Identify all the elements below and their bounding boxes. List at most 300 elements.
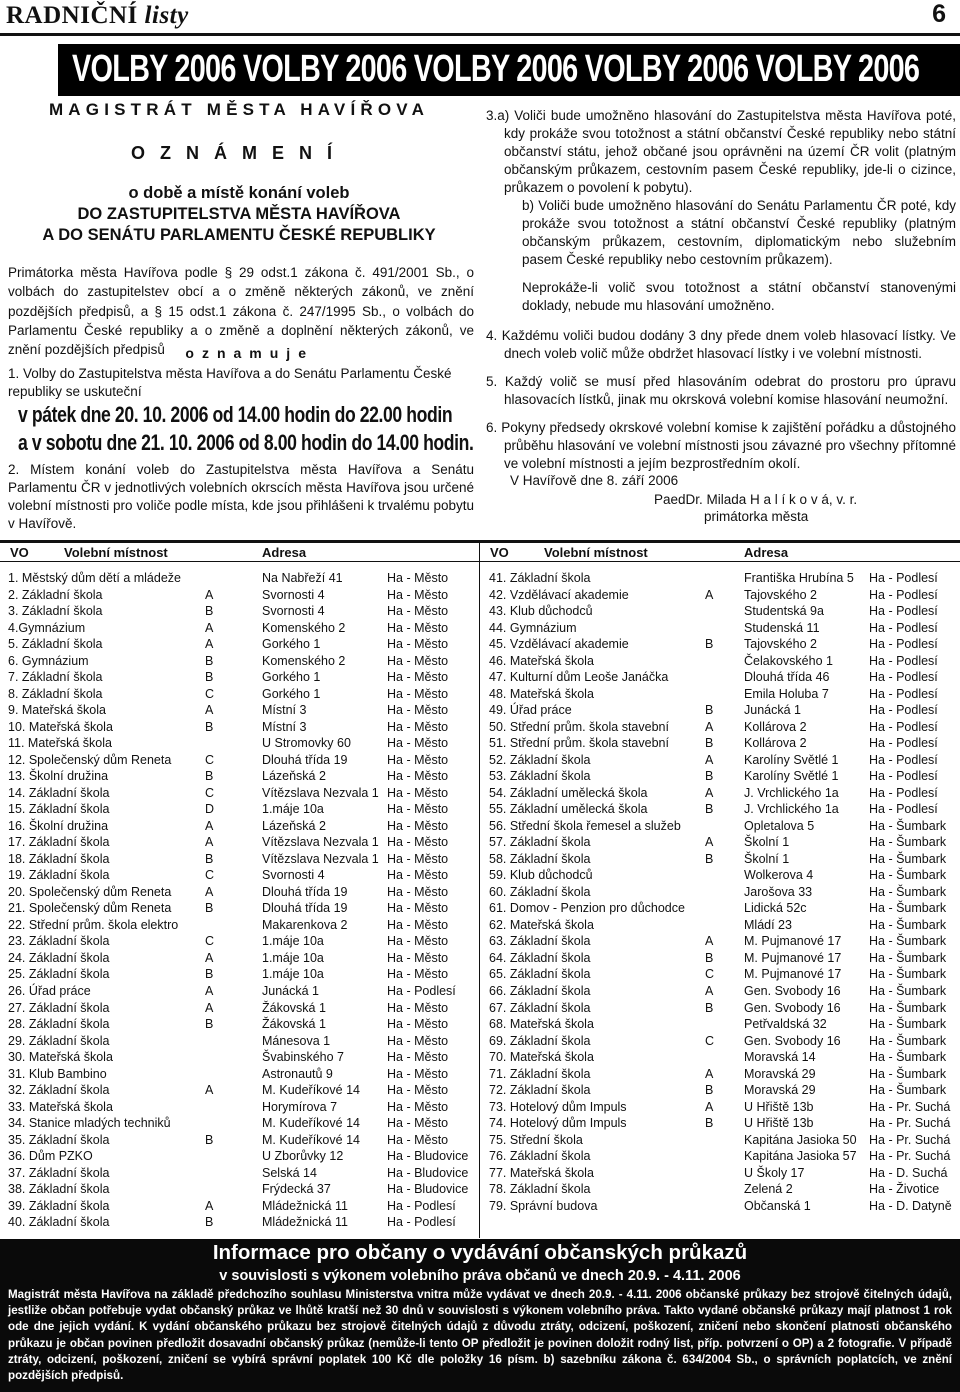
station-name: 20. Společenský dům Reneta xyxy=(8,884,172,899)
station-name: 11. Mateřská škola xyxy=(8,736,112,751)
station-section: A xyxy=(705,1099,714,1114)
table-row xyxy=(0,951,960,968)
station-district: Ha - Šumbark xyxy=(869,868,947,883)
station-district: Ha - Pr. Suchá xyxy=(869,1099,951,1114)
station-district: Ha - Město xyxy=(387,868,449,883)
station-district: Ha - Město xyxy=(387,587,449,602)
station-district: Ha - Podlesí xyxy=(869,686,938,701)
table-row xyxy=(0,720,960,737)
station-district: Ha - Město xyxy=(387,620,449,635)
station-district: Ha - Šumbark xyxy=(869,1050,947,1065)
station-name: 40. Základní škola xyxy=(8,1215,110,1230)
station-name: 55. Základní umělecká škola xyxy=(489,802,648,817)
table-row xyxy=(0,852,960,869)
table-header-vo-left: VO xyxy=(10,545,29,560)
station-name: 64. Základní škola xyxy=(489,950,591,965)
station-street: Dlouhá třída 19 xyxy=(262,901,348,916)
station-district: Ha - Šumbark xyxy=(869,917,947,932)
station-street: U Zborůvky 12 xyxy=(262,1149,344,1164)
station-district: Ha - Město xyxy=(387,785,449,800)
station-street: Místní 3 xyxy=(262,703,307,718)
station-name: 36. Dům PZKO xyxy=(8,1149,93,1164)
station-street: Lázeňská 2 xyxy=(262,818,326,833)
station-street: Školní 1 xyxy=(744,835,790,850)
station-name: 2. Základní škola xyxy=(8,587,103,602)
station-district: Ha - Šumbark xyxy=(869,835,947,850)
table-row xyxy=(0,1215,960,1232)
table-row xyxy=(0,654,960,671)
headline-line-1: o době a místě konání voleb xyxy=(128,184,350,202)
election-date-friday: v pátek dne 20. 10. 2006 od 14.00 hodin do 22.00 hodin xyxy=(18,402,453,427)
station-section: A xyxy=(705,752,714,767)
table-row xyxy=(0,802,960,819)
station-name: 12. Společenský dům Reneta xyxy=(8,752,172,767)
station-district: Ha - Podlesí xyxy=(869,736,938,751)
station-district: Ha - Město xyxy=(387,1000,449,1015)
station-name: 44. Gymnázium xyxy=(489,620,577,635)
station-name: 29. Základní škola xyxy=(8,1033,110,1048)
station-street: J. Vrchlického 1a xyxy=(744,785,839,800)
table-row xyxy=(0,687,960,704)
station-street: M. Pujmanové 17 xyxy=(744,950,842,965)
station-district: Ha - Podlesí xyxy=(869,587,938,602)
notice-point-1: 1. Volby do Zastupitelstva města Havířova a do Senátu Parlamentu České republiky se uskuteční xyxy=(8,366,452,399)
table-header-vo-right: VO xyxy=(490,545,509,560)
station-section: D xyxy=(205,802,215,817)
table-header-place-left: Volební místnost xyxy=(64,545,168,560)
station-district: Ha - Město xyxy=(387,670,449,685)
station-name: 56. Střední škola řemesel a služeb xyxy=(489,818,681,833)
station-name: 47. Kulturní dům Leoše Janáčka xyxy=(489,670,669,685)
station-section: B xyxy=(705,736,714,751)
notice-point-3c: Neprokáže-li volič svou totožnost a státní občanství stanovenými doklady, nebude mu hlasování umožněno. xyxy=(522,280,956,313)
station-name: 76. Základní škola xyxy=(489,1149,591,1164)
authority-name: MAGISTRÁT MĚSTA HAVÍŘOVA xyxy=(48,100,430,119)
newspaper-masthead xyxy=(6,2,189,30)
station-section: A xyxy=(705,984,714,998)
station-district: Ha - Šumbark xyxy=(869,1083,947,1098)
station-name: 23. Základní škola xyxy=(8,934,110,949)
station-street: M. Kudeříkové 14 xyxy=(262,1116,360,1131)
notice-point-5: 5. Každý volič se musí před hlasováním odebrat do prostoru pro úpravu hlasovacích lístků, jinak mu okrsková volební komise hlasování neumožní. xyxy=(486,374,956,407)
table-row xyxy=(0,1017,960,1034)
station-street: Vítězslava Nezvala 1 xyxy=(262,785,379,800)
station-name: 77. Mateřská škola xyxy=(489,1165,594,1180)
table-row xyxy=(0,885,960,902)
station-district: Ha - Město xyxy=(387,1017,449,1032)
station-street: Františka Hrubína 5 xyxy=(744,571,854,585)
station-name: 26. Úřad práce xyxy=(8,984,91,998)
station-name: 1. Městský dům dětí a mládeže xyxy=(8,571,181,585)
station-district: Ha - Město xyxy=(387,967,449,982)
station-section: A xyxy=(205,1083,214,1098)
table-header-rule xyxy=(0,561,960,562)
station-street: M. Kudeříkové 14 xyxy=(262,1083,360,1098)
station-name: 33. Mateřská škola xyxy=(8,1099,113,1114)
station-name: 9. Mateřská škola xyxy=(8,703,106,718)
station-name: 79. Správní budova xyxy=(489,1198,598,1213)
station-street: Jarošova 33 xyxy=(744,884,813,899)
station-street: Místní 3 xyxy=(262,719,307,734)
station-street: Čelakovského 1 xyxy=(744,653,833,668)
station-district: Ha - Pr. Suchá xyxy=(869,1149,951,1164)
station-street: Tajovského 2 xyxy=(744,587,817,602)
station-district: Ha - Šumbark xyxy=(869,967,947,982)
table-row xyxy=(0,786,960,803)
station-street: Mládežnická 11 xyxy=(262,1198,348,1213)
station-street: Švabinského 7 xyxy=(262,1050,345,1065)
station-district: Ha - Město xyxy=(387,884,449,899)
notice-point-4: 4. Každému voliči budou dodány 3 dny přede dnem voleb hlasovací lístky. Ve dnech voleb volič může obdržet hlasovací lístky i ve volební místnosti. xyxy=(486,328,956,361)
station-district: Ha - Město xyxy=(387,835,449,850)
station-section: A xyxy=(705,719,714,734)
table-row xyxy=(0,753,960,770)
table-header-place-right: Volební místnost xyxy=(544,545,648,560)
station-street: Lázeňská 2 xyxy=(262,769,326,784)
station-street: Dlouhá třída 19 xyxy=(262,884,348,899)
station-street: Vítězslava Nezvala 1 xyxy=(262,851,379,866)
station-name: 71. Základní škola xyxy=(489,1066,591,1081)
station-street: Gorkého 1 xyxy=(262,637,321,652)
station-street: Svornosti 4 xyxy=(262,868,325,883)
station-name: 46. Mateřská škola xyxy=(489,653,594,668)
station-district: Ha - Bludovice xyxy=(387,1182,469,1197)
station-district: Ha - Pr. Suchá xyxy=(869,1132,951,1147)
station-name: 32. Základní škola xyxy=(8,1083,110,1098)
station-name: 61. Domov - Penzion pro důchodce xyxy=(489,901,685,916)
table-row xyxy=(0,621,960,638)
table-row xyxy=(0,637,960,654)
headline-line-2: DO ZASTUPITELSTVA MĚSTA HAVÍŘOVA xyxy=(77,205,401,223)
station-street: Kapitána Jasioka 57 xyxy=(744,1149,857,1164)
station-street: Komenského 2 xyxy=(262,653,346,668)
station-street: Karolíny Světlé 1 xyxy=(744,769,839,784)
table-row xyxy=(0,967,960,984)
table-row xyxy=(0,984,960,1001)
notice-title: OZNÁMENÍ xyxy=(131,143,347,163)
station-name: 25. Základní škola xyxy=(8,967,110,982)
station-name: 54. Základní umělecká škola xyxy=(489,785,648,800)
station-section: B xyxy=(705,637,714,652)
station-street: Kollárova 2 xyxy=(744,736,807,751)
station-street: Dlouhá třída 46 xyxy=(744,670,830,685)
station-district: Ha - Město xyxy=(387,752,449,767)
station-name: 6. Gymnázium xyxy=(8,653,89,668)
station-name: 21. Společenský dům Reneta xyxy=(8,901,172,916)
station-section: A xyxy=(705,934,714,949)
station-district: Ha - Město xyxy=(387,950,449,965)
notice-point-2: 2. Místem konání voleb do Zastupitelstva města Havířova a Senátu Parlamentu ČR v jednotlivých volebních okrscích města Havířova jsou určené volební místnosti pro voliče podle místa, kde jsou přihlášeni k trvalému pobytu v Havířově. xyxy=(8,462,474,531)
station-section: A xyxy=(205,587,214,602)
signature-title: primátorka města xyxy=(704,509,809,524)
station-name: 62. Mateřská škola xyxy=(489,917,594,932)
station-section: A xyxy=(705,1066,714,1081)
table-row xyxy=(0,1100,960,1117)
table-header-address-left: Adresa xyxy=(262,545,307,560)
station-street: Občanská 1 xyxy=(744,1198,811,1213)
station-district: Ha - Bludovice xyxy=(387,1165,469,1180)
station-district: Ha - Město xyxy=(387,901,449,916)
station-name: 22. Střední prům. škola elektro xyxy=(8,917,179,932)
table-row xyxy=(0,703,960,720)
station-name: 31. Klub Bambino xyxy=(8,1066,107,1081)
station-district: Ha - Město xyxy=(387,1116,449,1131)
station-street: U Hřiště 13b xyxy=(744,1116,814,1131)
station-district: Ha - Město xyxy=(387,571,449,585)
station-section: B xyxy=(205,1132,214,1147)
table-row xyxy=(0,604,960,621)
station-street: U Stromovky 60 xyxy=(262,736,351,751)
station-name: 75. Střední škola xyxy=(489,1132,583,1147)
station-street: J. Vrchlického 1a xyxy=(744,802,839,817)
announces-label: oznamuje xyxy=(185,345,314,361)
station-district: Ha - Město xyxy=(387,637,449,652)
station-name: 37. Základní škola xyxy=(8,1165,110,1180)
table-row xyxy=(0,868,960,885)
station-section: B xyxy=(205,653,214,668)
station-district: Ha - Podlesí xyxy=(869,653,938,668)
station-section: C xyxy=(705,1033,715,1048)
station-section: A xyxy=(205,620,214,635)
notice-headline xyxy=(0,183,478,246)
table-row xyxy=(0,918,960,935)
notice-point-6: 6. Pokyny předsedy okrskové volební komise k zajištění pořádku a důstojného průběhu hlasování ve volební místnosti jsou závazné pro všechny přítomné ve volební místnosti a jejím bezprostředním okolí. xyxy=(486,420,956,471)
info-body: Magistrát města Havířova na základě předchozího souhlasu Ministerstva vnitra může vydávat ve dnech 20.9. - 4.11. 2006 občanské průkazy bez strojově čitelných údajů, jestliže občan potřebuje vydat občanský průkaz ve lhůtě kratší než 30 dnů v souvislosti s výkonem volebního práva. Takto vydané občanské průkazy mají platnost 1 rok ode dne jejich vydání. K vydání občanského průkazu bez strojově čitelných údajů z důvodu ztráty, odcizení, poškození, zničení nebo skončení platnosti občanského průkazu je občan povinen předložit dosavadní občanský průkaz (nemůže-li tento OP předložit je povinen doložit rodný list, příp. potvrzení o OP) a 2 fotografie. V případě ztráty, odcizení, poškození, zničení se vybírá správní poplatek 100 Kč dle položky 16 písm. b) sazebníku zákona č. 634/2004 Sb., o správních poplatcích, ve znění pozdějších předpisů. xyxy=(8,1288,952,1383)
station-street: 1.máje 10a xyxy=(262,934,324,949)
station-name: 59. Klub důchodců xyxy=(489,868,593,883)
station-street: Wolkerova 4 xyxy=(744,868,814,883)
station-name: 8. Základní škola xyxy=(8,686,103,701)
station-name: 27. Základní škola xyxy=(8,1000,110,1015)
station-street: Lidická 52c xyxy=(744,901,807,916)
station-name: 24. Základní škola xyxy=(8,950,110,965)
station-name: 15. Základní škola xyxy=(8,802,110,817)
station-section: A xyxy=(705,785,714,800)
station-section: A xyxy=(205,703,214,718)
station-district: Ha - Podlesí xyxy=(387,1215,456,1230)
station-district: Ha - Město xyxy=(387,1132,449,1147)
station-name: 5. Základní škola xyxy=(8,637,103,652)
station-street: M. Kudeříkové 14 xyxy=(262,1132,360,1147)
station-name: 48. Mateřská škola xyxy=(489,686,594,701)
station-name: 45. Vzdělávací akademie xyxy=(489,637,629,652)
station-district: Ha - Podlesí xyxy=(869,670,938,685)
station-street: Žákovská 1 xyxy=(262,1017,326,1032)
station-district: Ha - Město xyxy=(387,769,449,784)
station-section: C xyxy=(705,967,715,982)
station-section: C xyxy=(205,868,215,883)
station-district: Ha - Město xyxy=(387,686,449,701)
info-subtitle: v souvislosti s výkonem volebního práva občanů ve dnech 20.9. - 4.11. 2006 xyxy=(219,1268,741,1284)
station-street: Junácká 1 xyxy=(262,984,319,998)
station-section: B xyxy=(705,703,714,718)
page-number: 6 xyxy=(932,0,946,28)
station-street: Mánesova 1 xyxy=(262,1033,331,1048)
notice-right-column xyxy=(486,107,956,473)
station-name: 7. Základní škola xyxy=(8,670,103,685)
elections-banner xyxy=(58,44,960,96)
station-street: Moravská 29 xyxy=(744,1083,816,1098)
station-name: 65. Základní škola xyxy=(489,967,591,982)
station-street: Školní 1 xyxy=(744,851,790,866)
station-name: 13. Školní družina xyxy=(8,769,109,784)
station-name: 30. Mateřská škola xyxy=(8,1050,113,1065)
table-row xyxy=(0,835,960,852)
station-district: Ha - Šumbark xyxy=(869,984,947,998)
table-header-address-right: Adresa xyxy=(744,545,789,560)
station-name: 67. Základní škola xyxy=(489,1000,591,1015)
station-name: 73. Hotelový dům Impuls xyxy=(489,1099,627,1114)
station-section: A xyxy=(205,637,214,652)
station-district: Ha - Šumbark xyxy=(869,1000,947,1015)
station-street: Horymírova 7 xyxy=(262,1099,338,1114)
station-section: B xyxy=(205,901,214,916)
station-district: Ha - Podlesí xyxy=(869,637,938,652)
station-street: Moravská 14 xyxy=(744,1050,816,1065)
station-section: B xyxy=(705,802,714,817)
table-row xyxy=(0,1067,960,1084)
station-district: Ha - Podlesí xyxy=(869,769,938,784)
station-street: Mládežnická 11 xyxy=(262,1215,348,1230)
station-name: 52. Základní škola xyxy=(489,752,591,767)
station-section: A xyxy=(205,1198,214,1213)
station-name: 19. Základní škola xyxy=(8,868,110,883)
notice-intro: Primátorka města Havířova podle § 29 odst.1 zákona č. 491/2001 Sb., o volbách do zastupitelstev obcí a o změně některých zákonů, ve znění pozdějších předpisů, a § 15 odst.1 zákona č. 247/1995 Sb., o volbách do Parlamentu České republiky a o změně a doplnění některých zákonů, ve znění pozdějších předpisů xyxy=(8,265,474,358)
station-section: B xyxy=(205,670,214,685)
station-name: 17. Základní škola xyxy=(8,835,110,850)
table-top-rule xyxy=(0,540,960,543)
station-district: Ha - Město xyxy=(387,934,449,949)
station-district: Ha - Město xyxy=(387,1033,449,1048)
station-district: Ha - Město xyxy=(387,1050,449,1065)
station-district: Ha - Šumbark xyxy=(869,1066,947,1081)
station-name: 49. Úřad práce xyxy=(489,703,572,718)
station-name: 41. Základní škola xyxy=(489,571,591,585)
station-street: U Školy 17 xyxy=(744,1165,805,1180)
station-district: Ha - Podlesí xyxy=(869,620,938,635)
station-street: Gorkého 1 xyxy=(262,686,321,701)
table-row xyxy=(0,1050,960,1067)
station-section: A xyxy=(205,984,214,998)
station-district: Ha - Šumbark xyxy=(869,884,947,899)
station-district: Ha - Podlesí xyxy=(869,752,938,767)
station-name: 18. Základní škola xyxy=(8,851,110,866)
station-section: B xyxy=(205,604,214,619)
station-section: B xyxy=(205,967,214,982)
station-name: 10. Mateřská škola xyxy=(8,719,113,734)
table-row xyxy=(0,670,960,687)
station-street: Makarenkova 2 xyxy=(262,917,348,932)
station-district: Ha - D. Datyně xyxy=(869,1198,952,1213)
station-district: Ha - Podlesí xyxy=(869,703,938,718)
station-name: 72. Základní škola xyxy=(489,1083,591,1098)
station-district: Ha - Pr. Suchá xyxy=(869,1116,951,1131)
table-row xyxy=(0,1133,960,1150)
notice-point-3b: b) Voliči bude umožněno hlasování do Senátu Parlamentu ČR poté, kdy prokáže svou totožnost a státní občanství České republiky (platným občanským průkazem, cestovním, diplomatickým nebo služebním pasem České republiky nebo cestovním průkazem). xyxy=(522,198,956,267)
station-name: 53. Základní škola xyxy=(489,769,591,784)
station-section: A xyxy=(205,884,214,899)
station-name: 68. Mateřská škola xyxy=(489,1017,594,1032)
station-name: 43. Klub důchodců xyxy=(489,604,593,619)
station-street: Na Nabřeží 41 xyxy=(262,571,343,585)
station-street: Tajovského 2 xyxy=(744,637,817,652)
station-district: Ha - Město xyxy=(387,653,449,668)
station-district: Ha - Podlesí xyxy=(387,984,456,998)
station-district: Ha - Podlesí xyxy=(869,719,938,734)
station-street: Dlouhá třída 19 xyxy=(262,752,348,767)
table-row xyxy=(0,1149,960,1166)
id-card-info-box xyxy=(0,1239,960,1392)
station-street: Vítězslava Nezvala 1 xyxy=(262,835,379,850)
station-street: Karolíny Světlé 1 xyxy=(744,752,839,767)
station-name: 57. Základní škola xyxy=(489,835,591,850)
station-street: M. Pujmanové 17 xyxy=(744,934,842,949)
station-district: Ha - Město xyxy=(387,736,449,751)
station-name: 70. Mateřská škola xyxy=(489,1050,594,1065)
station-district: Ha - Město xyxy=(387,719,449,734)
station-section: A xyxy=(205,1000,214,1015)
station-street: 1.máje 10a xyxy=(262,967,324,982)
station-district: Ha - Město xyxy=(387,1083,449,1098)
table-row xyxy=(0,1034,960,1051)
station-name: 74. Hotelový dům Impuls xyxy=(489,1116,627,1131)
station-section: C xyxy=(205,752,215,767)
station-district: Ha - Město xyxy=(387,604,449,619)
station-street: Studentská 9a xyxy=(744,604,824,619)
station-section: B xyxy=(205,719,214,734)
station-district: Ha - Město xyxy=(387,1099,449,1114)
station-name: 42. Vzdělávací akademie xyxy=(489,587,629,602)
station-section: B xyxy=(205,851,214,866)
station-section: B xyxy=(205,1017,214,1032)
table-row xyxy=(0,901,960,918)
station-street: Kapitána Jasioka 50 xyxy=(744,1132,857,1147)
table-row xyxy=(0,571,960,588)
station-district: Ha - Bludovice xyxy=(387,1149,469,1164)
station-street: Mládí 23 xyxy=(744,917,792,932)
elections-banner-text: VOLBY 2006 VOLBY 2006 VOLBY 2006 VOLBY 2006 VOLBY 2006 xyxy=(72,48,920,90)
station-district: Ha - D. Suchá xyxy=(869,1165,948,1180)
table-row xyxy=(0,819,960,836)
station-district: Ha - Podlesí xyxy=(387,1198,456,1213)
station-district: Ha - Město xyxy=(387,703,449,718)
station-name: 35. Základní škola xyxy=(8,1132,110,1147)
station-street: Junácká 1 xyxy=(744,703,801,718)
masthead-suffix: listy xyxy=(144,2,189,29)
station-street: 1.máje 10a xyxy=(262,950,324,965)
table-row xyxy=(0,1083,960,1100)
station-section: B xyxy=(705,1000,714,1015)
station-district: Ha - Životice xyxy=(869,1182,940,1197)
station-name: 58. Základní škola xyxy=(489,851,591,866)
info-title: Informace pro občany o vydávání občanských průkazů xyxy=(212,1241,748,1264)
station-name: 50. Střední prům. škola stavební xyxy=(489,719,669,734)
station-name: 4.Gymnázium xyxy=(8,620,86,635)
station-section: B xyxy=(705,950,714,965)
table-row xyxy=(0,934,960,951)
station-name: 14. Základní škola xyxy=(8,785,110,800)
station-district: Ha - Šumbark xyxy=(869,1033,947,1048)
station-district: Ha - Město xyxy=(387,802,449,817)
station-district: Ha - Město xyxy=(387,818,449,833)
station-street: Gen. Svobody 16 xyxy=(744,1033,841,1048)
station-street: Svornosti 4 xyxy=(262,604,325,619)
station-street: Frýdecká 37 xyxy=(262,1182,331,1197)
table-row xyxy=(0,1001,960,1018)
station-street: Gen. Svobody 16 xyxy=(744,1000,841,1015)
station-street: Svornosti 4 xyxy=(262,587,325,602)
station-district: Ha - Šumbark xyxy=(869,901,947,916)
